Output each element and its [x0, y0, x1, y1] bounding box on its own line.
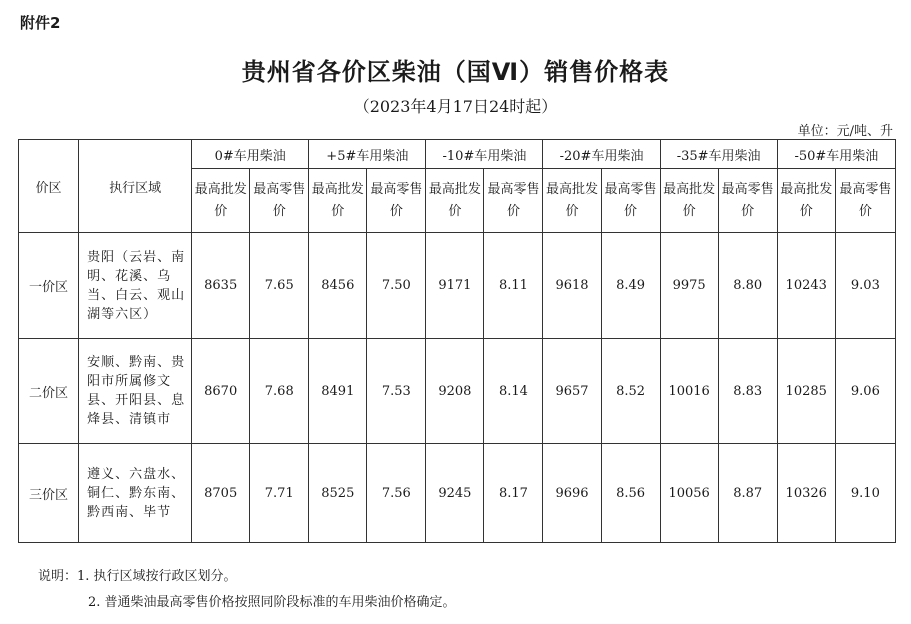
price-cell: 7.65 [250, 233, 309, 339]
region-cell: 遵义、六盘水、铜仁、黔东南、黔西南、毕节 [79, 444, 192, 543]
price-cell: 8705 [192, 444, 250, 543]
note-line-1: 说明：1. 执行区域按行政区划分。 [38, 569, 237, 584]
header-fuel: -10#车用柴油 [426, 140, 543, 169]
price-cell: 9171 [426, 233, 484, 339]
effective-date: （2023年4月17日24时起） [353, 97, 558, 116]
price-cell: 8.14 [484, 339, 543, 444]
header-wholesale: 最高批发价 [543, 169, 601, 233]
price-cell: 8635 [192, 233, 250, 339]
price-cell: 8.87 [718, 444, 777, 543]
region-cell: 贵阳（云岩、南明、花溪、乌当、白云、观山湖等六区） [79, 233, 192, 339]
header-fuel: -20#车用柴油 [543, 140, 660, 169]
price-cell: 8.56 [601, 444, 660, 543]
price-cell: 10243 [777, 233, 835, 339]
header-retail: 最高零售价 [601, 169, 660, 233]
price-cell: 8.83 [718, 339, 777, 444]
price-cell: 7.68 [250, 339, 309, 444]
price-cell: 7.71 [250, 444, 309, 543]
price-cell: 8491 [309, 339, 367, 444]
price-cell: 10056 [660, 444, 718, 543]
price-cell: 9208 [426, 339, 484, 444]
header-fuel: 0#车用柴油 [192, 140, 309, 169]
attachment-label: 附件2 [20, 14, 61, 32]
header-wholesale: 最高批发价 [192, 169, 250, 233]
header-fuel: -50#车用柴油 [777, 140, 895, 169]
note-line-2: 2. 普通柴油最高零售价格按照同阶段标准的车用柴油价格确定。 [88, 595, 456, 610]
price-cell: 9696 [543, 444, 601, 543]
price-cell: 10326 [777, 444, 835, 543]
price-cell: 7.53 [367, 339, 426, 444]
zone-cell: 二价区 [19, 339, 79, 444]
table-row [19, 233, 896, 339]
header-retail: 最高零售价 [835, 169, 895, 233]
price-cell: 9618 [543, 233, 601, 339]
header-zone: 价区 [19, 140, 79, 233]
price-cell: 9.03 [835, 233, 895, 339]
price-cell: 8525 [309, 444, 367, 543]
zone-cell: 一价区 [19, 233, 79, 339]
header-retail: 最高零售价 [367, 169, 426, 233]
header-retail: 最高零售价 [484, 169, 543, 233]
price-cell: 9.10 [835, 444, 895, 543]
price-cell: 8.11 [484, 233, 543, 339]
zone-cell: 三价区 [19, 444, 79, 543]
header-wholesale: 最高批发价 [777, 169, 835, 233]
header-row-fuels [19, 140, 896, 169]
price-cell: 9657 [543, 339, 601, 444]
unit-label: 单位：元/吨、升 [797, 124, 893, 139]
header-wholesale: 最高批发价 [309, 169, 367, 233]
table-row [19, 339, 896, 444]
header-fuel: +5#车用柴油 [309, 140, 426, 169]
price-cell: 8.49 [601, 233, 660, 339]
region-cell: 安顺、黔南、贵阳市所属修文县、开阳县、息烽县、清镇市 [79, 339, 192, 444]
price-cell: 7.56 [367, 444, 426, 543]
header-fuel: -35#车用柴油 [660, 140, 777, 169]
header-region: 执行区域 [79, 140, 192, 233]
price-cell: 10285 [777, 339, 835, 444]
price-cell: 9245 [426, 444, 484, 543]
price-cell: 9975 [660, 233, 718, 339]
price-cell: 8.17 [484, 444, 543, 543]
price-cell: 7.50 [367, 233, 426, 339]
header-retail: 最高零售价 [250, 169, 309, 233]
header-wholesale: 最高批发价 [660, 169, 718, 233]
price-cell: 8.52 [601, 339, 660, 444]
price-cell: 8.80 [718, 233, 777, 339]
table-row [19, 444, 896, 543]
price-cell: 8456 [309, 233, 367, 339]
price-cell: 8670 [192, 339, 250, 444]
price-table [18, 139, 896, 543]
notes [38, 564, 456, 616]
price-cell: 9.06 [835, 339, 895, 444]
price-cell: 10016 [660, 339, 718, 444]
header-retail: 最高零售价 [718, 169, 777, 233]
page-title: 贵州省各价区柴油（国Ⅵ）销售价格表 [241, 58, 670, 86]
header-wholesale: 最高批发价 [426, 169, 484, 233]
